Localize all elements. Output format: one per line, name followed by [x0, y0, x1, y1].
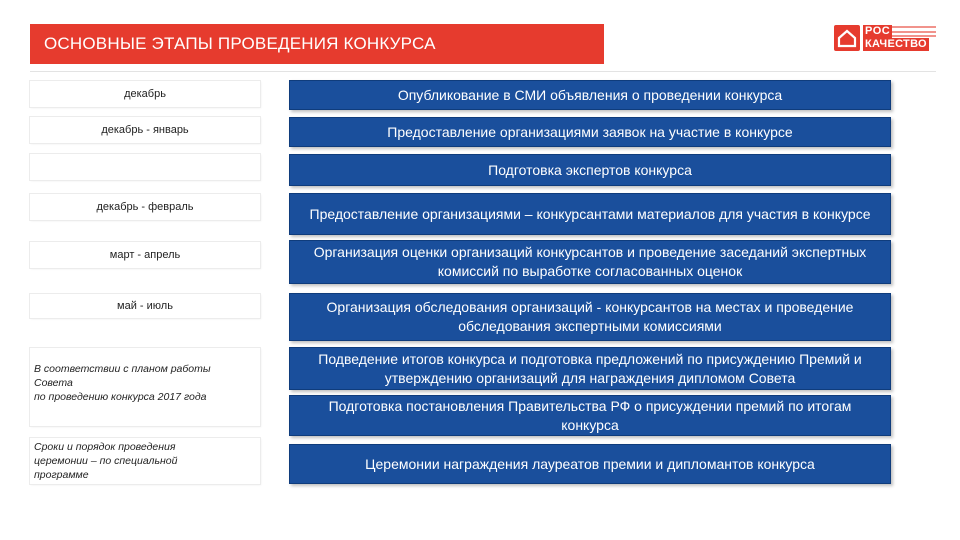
date-box — [30, 154, 260, 180]
logo-text-bottom: КАЧЕСТВО — [865, 38, 927, 50]
stage-box: Предоставление организациями заявок на участие в конкурсе — [289, 117, 891, 147]
note-line: Сроки и порядок проведения — [34, 441, 176, 453]
date-box: декабрь - январь — [30, 117, 260, 143]
stage-box: Организация оценки организаций конкурсантов и проведение заседаний экспертных комиссий по выработке согласованных оценок — [289, 240, 891, 284]
stage-box: Опубликование в СМИ объявления о проведении конкурса — [289, 80, 891, 110]
note-box — [30, 438, 260, 484]
note-line: В соответствии с планом работы — [34, 363, 211, 375]
note-line: церемонии – по специальной — [34, 455, 178, 467]
note-line: Совета — [34, 377, 73, 389]
logo-tagline — [892, 26, 936, 37]
roskachestvo-logo — [834, 25, 936, 51]
stage-box: Организация обследования организаций - конкурсантов на местах и проведение обследования экспертными комиссиями — [289, 293, 891, 341]
note-line: по проведению конкурса 2017 года — [34, 391, 207, 403]
stage-box: Подведение итогов конкурса и подготовка предложений по присуждению Премий и утверждению организаций для награждения дипломом Совета — [289, 347, 891, 390]
house-icon — [834, 25, 860, 51]
stage-box: Церемонии награждения лауреатов премии и дипломантов конкурса — [289, 444, 891, 484]
logo-text-top: РОС — [865, 25, 891, 37]
stage-box: Предоставление организациями – конкурсантами материалов для участия в конкурсе — [289, 193, 891, 235]
date-box: май - июль — [30, 294, 260, 318]
note-line: программе — [34, 469, 89, 481]
date-box: декабрь - февраль — [30, 194, 260, 220]
note-box — [30, 348, 260, 426]
stage-box: Подготовка постановления Правительства РФ о присуждении премий по итогам конкурса — [289, 395, 891, 436]
page-title: ОСНОВНЫЕ ЭТАПЫ ПРОВЕДЕНИЯ КОНКУРСА — [30, 24, 604, 64]
stage-box: Подготовка экспертов конкурса — [289, 154, 891, 186]
header-divider — [30, 71, 936, 72]
date-box: март - апрель — [30, 242, 260, 268]
date-box: декабрь — [30, 81, 260, 107]
